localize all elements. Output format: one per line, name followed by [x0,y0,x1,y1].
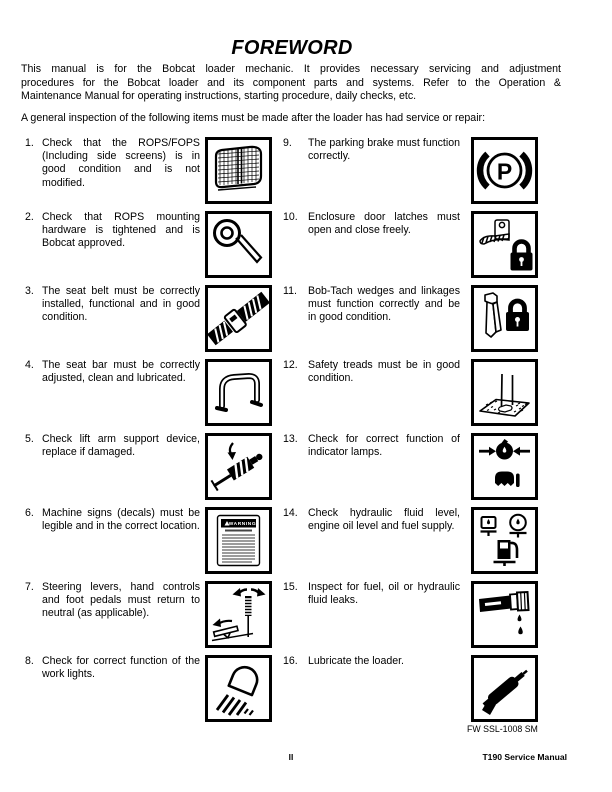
manual-title: T190 Service Manual [482,752,567,762]
item-text: The seat bar must be correctly adjusted, clean and lubricated. [42,359,200,385]
inspection-note: A general inspection of the following items must be made after the loader has had service or repair: [21,112,486,124]
checklist-row [25,655,538,722]
item-number: 15. [283,581,298,593]
item-text: Bob-Tach wedges and linkages must function correctly and be in good condition. [308,285,460,324]
item-number: 16. [283,655,298,667]
checklist-item [283,137,538,204]
item-text: Check that ROPS mounting hardware is tightened and is Bobcat approved. [42,211,200,250]
item-text: Safety treads must be in good condition. [308,359,460,385]
checklist-row [25,211,538,278]
parking-brake-icon [471,137,538,204]
checklist-item [25,507,272,574]
intro-paragraph [21,63,561,104]
seat-belt-icon [205,285,272,352]
form-code: FW SSL-1008 SM [467,724,538,734]
item-text: Check lift arm support device, replace if damaged. [42,433,200,459]
bobtach-wedge-lock-icon [471,285,538,352]
checklist-row [25,285,538,352]
checklist-row [25,581,538,648]
checklist-item [25,655,272,722]
item-number: 9. [283,137,292,149]
item-number: 10. [283,211,298,223]
checklist-row [25,507,538,574]
wrench-icon [205,211,272,278]
warning-decal-icon [205,507,272,574]
intro-line: This manual is for the Bobcat loader mechanic. It provides necessary servicing and adjustment [21,63,561,75]
item-number: 8. [25,655,34,667]
item-text: Machine signs (decals) must be legible and in the correct location. [42,507,200,533]
item-number: 4. [25,359,34,371]
checklist-row [25,359,538,426]
item-text: Inspect for fuel, oil or hydraulic fluid leaks. [308,581,460,607]
checklist-item [25,359,272,426]
checklist-item [283,433,538,500]
item-text: The seat belt must be correctly installed, functional and in good condition. [42,285,200,324]
fluid-leaks-icon [471,581,538,648]
item-text: Check for correct function of indicator lamps. [308,433,460,459]
page-number: II [288,752,294,762]
item-text: Enclosure door latches must open and close freely. [308,211,460,237]
checklist-item [283,655,538,722]
item-number: 12. [283,359,298,371]
item-number: 1. [25,137,34,149]
checklist-item [25,433,272,500]
inspection-checklist [25,137,538,729]
indicator-lamps-icon [471,433,538,500]
item-number: 3. [25,285,34,297]
rops-fops-cage-icon [205,137,272,204]
warning-decal-label: WARNING [228,522,257,528]
work-lights-icon [205,655,272,722]
item-text: The parking brake must function correctly. [308,137,460,163]
intro-line: procedures for the Bobcat loader and its component parts and systems. Refer to the Operation & [21,76,561,89]
checklist-item [25,581,272,648]
checklist-item [283,211,538,278]
item-text: Check that the ROPS/FOPS (Including side screens) is in good condition and is not modified. [42,137,200,189]
door-latch-lock-icon [471,211,538,278]
checklist-item [283,359,538,426]
item-number: 11. [283,285,297,297]
checklist-row [25,137,538,204]
intro-line: Maintenance Manual for operating instructions, starting procedure, daily checks, etc. [21,90,417,102]
checklist-item [25,211,272,278]
item-number: 14. [283,507,298,519]
fluid-levels-icon [471,507,538,574]
lift-arm-support-icon [205,433,272,500]
checklist-item [283,581,538,648]
item-number: 7. [25,581,34,593]
checklist-item [283,507,538,574]
page-title: FOREWORD [231,37,353,59]
seat-bar-icon [205,359,272,426]
checklist-row [25,433,538,500]
controls-neutral-icon [205,581,272,648]
item-number: 2. [25,211,34,223]
parking-brake-letter: P [496,158,513,185]
item-text: Lubricate the loader. [308,655,405,667]
checklist-item [25,285,272,352]
item-number: 5. [25,433,34,445]
checklist-item [25,137,272,204]
item-text: Check for correct function of the work lights. [42,655,200,681]
safety-tread-icon [471,359,538,426]
item-number: 6. [25,507,34,519]
item-text: Steering levers, hand controls and foot pedals must return to neutral (as applicable). [42,581,200,620]
item-number: 13. [283,433,298,445]
checklist-item [283,285,538,352]
item-text: Check hydraulic fluid level, engine oil level and fuel supply. [308,507,460,533]
grease-gun-icon [471,655,538,722]
